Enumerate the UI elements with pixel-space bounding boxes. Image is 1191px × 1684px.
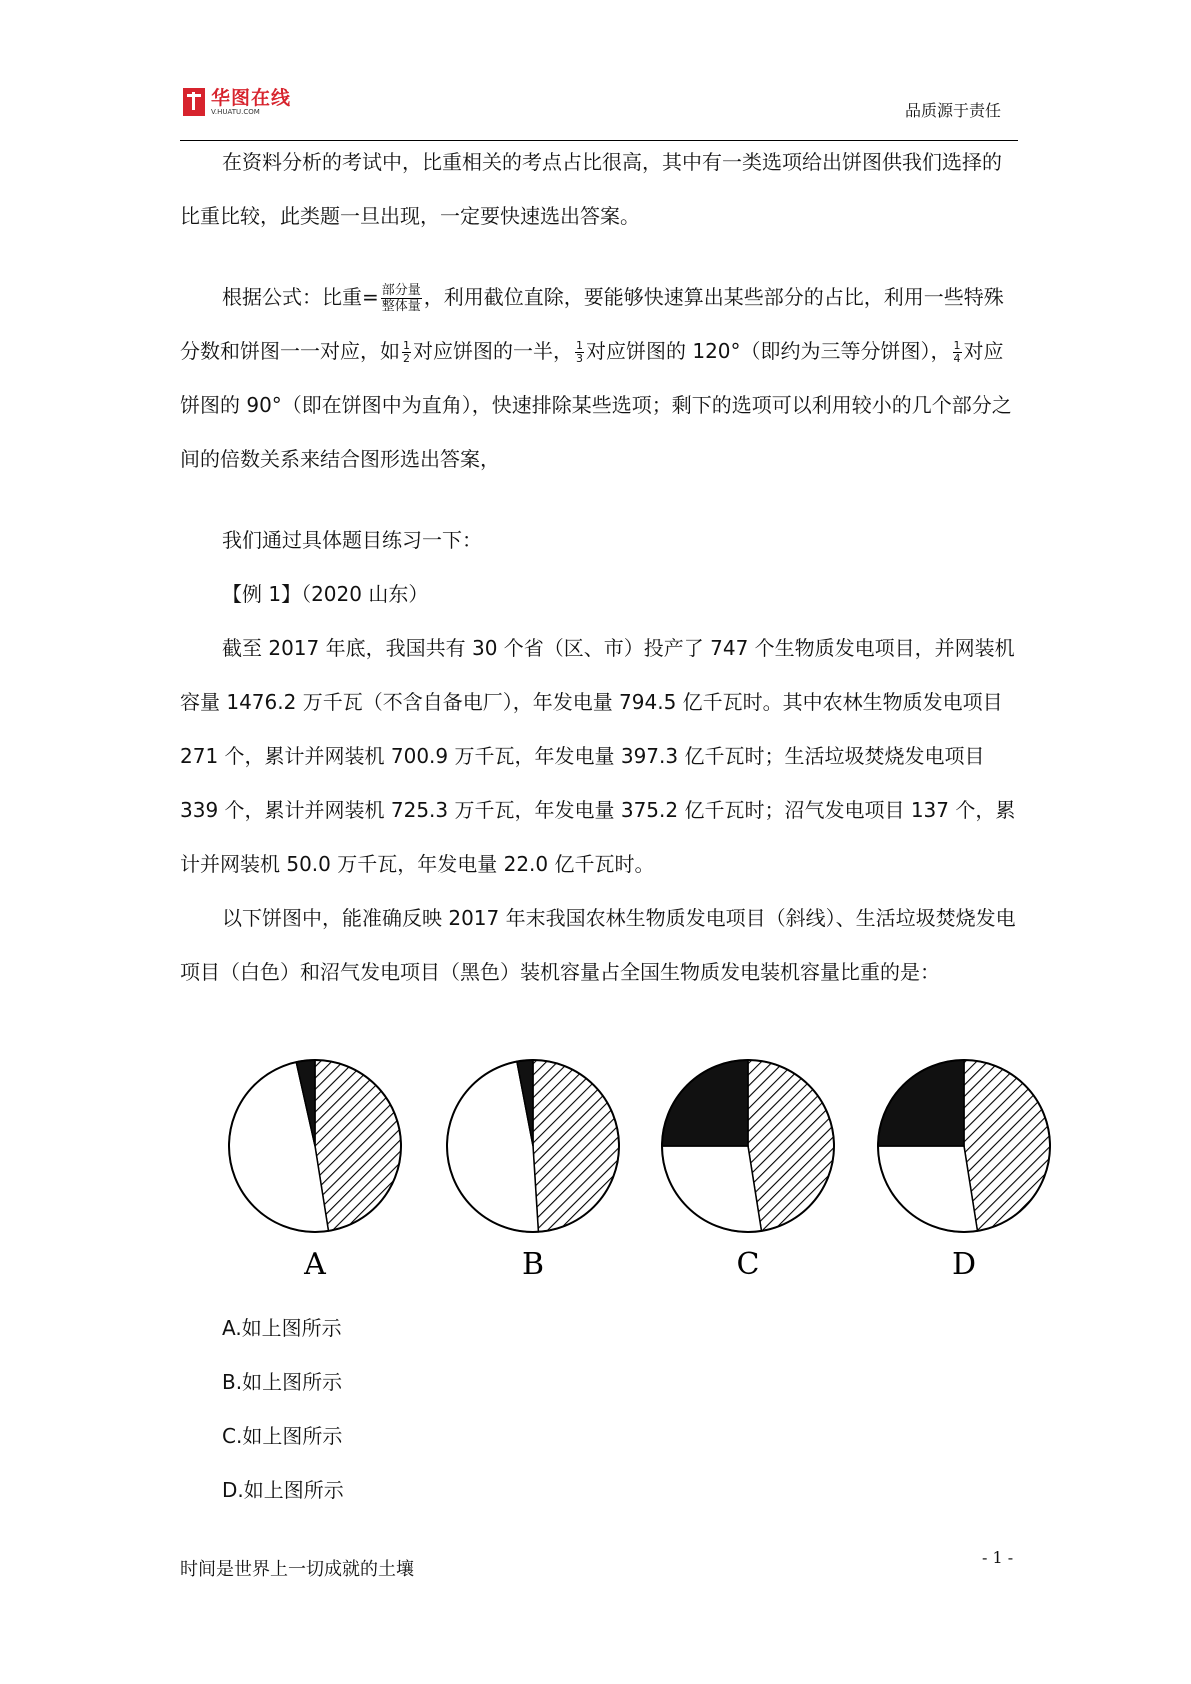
fraction-half: $\frac{1}{2}$ xyxy=(403,339,410,365)
option-c[interactable]: C.如上图所示 xyxy=(222,1424,343,1448)
option-d[interactable]: D.如上图所示 xyxy=(222,1478,344,1502)
logo-name: 华图在线 xyxy=(211,86,292,109)
fraction-quarter: $\frac{1}{4}$ xyxy=(953,339,961,365)
question-paragraph-2: 以下饼图中，能准确反映 2017 年末我国农林生物质发电项目（斜线）、生活垃圾焚烧发电项目（白色）和沼气发电项目（黑色）装机容量占全国生物质发电装机容量比重的是： xyxy=(180,906,1016,984)
page-number: - 1 - xyxy=(982,1548,1014,1567)
pie-d-label: D xyxy=(951,1247,977,1282)
question-paragraph-1: 截至 2017 年底，我国共有 30 个省（区、市）投产了 747 个生物质发电项目，并网装机容量 1476.2 万千瓦（不含自备电厂），年发电量 794.5 亿千瓦时。其中农林生物质发电项目 271 个，累计并网装机 700.9 万千瓦，年发电量 397.3 亿千瓦时；生活垃圾焚烧发电项目 339 个，累计并网装机 725.3 万千瓦，年发电量 375.2 亿千瓦时；沼气发电项目 137 个，累计并网装机 50.0 万千瓦，年发电量 22.0 亿千瓦时。 xyxy=(180,636,1016,876)
fraction-third: $\frac{1}{3}$ xyxy=(576,339,583,365)
option-a[interactable]: A.如上图所示 xyxy=(222,1316,342,1340)
pie-d-hatch-slice xyxy=(964,1060,1050,1231)
pie-d-black-slice xyxy=(878,1060,964,1146)
pie-c-hatch-slice xyxy=(748,1060,834,1231)
pie-c-label: C xyxy=(736,1247,760,1282)
logo xyxy=(183,84,323,120)
pie-a-label: A xyxy=(304,1247,326,1282)
intro-paragraph-1: 在资料分析的考试中，比重相关的考点占比很高，其中有一类选项给出饼图供我们选择的比重比较，此类题一旦出现，一定要快速选出答案。 xyxy=(180,150,1002,228)
formula-fraction: $\frac{\text{部分量}}{\text{整体量}}$ xyxy=(381,283,421,314)
example-heading: 【例 1】（2020 山东） xyxy=(222,582,429,606)
footer-motto: 时间是世界上一切成就的土壤 xyxy=(180,1559,414,1580)
pie-c-black-slice xyxy=(662,1060,748,1146)
header-slogan: 品质源于责任 xyxy=(904,101,1001,120)
intro-paragraph-3: 我们通过具体题目练习一下： xyxy=(222,528,482,552)
pie-chart-figure xyxy=(220,1048,1060,1288)
pie-b-label: B xyxy=(521,1247,545,1282)
intro-paragraph-2: 根据公式：比重= $\frac{\text{部分量}}{\text{整体量}}$ ，利用截位直除，要能够快速算出某些部分的占比，利用一些特殊分数和饼图一一对应，如 $\frac{1}{2}$ 对应饼图的一半， $\frac{1}{3}$ 对应饼图的 120°（即约为三等分饼图）， $\frac{1}{4}$ 对应饼图的 90°（即在饼图中为直角），快速排除某些选项；剩下的选项可以利用较小的几个部分之间的倍数关系来结合图形选出答案， xyxy=(180,283,1012,471)
logo-icon xyxy=(183,88,205,116)
pie-a-hatch-slice xyxy=(315,1060,401,1231)
pie-b-hatch-slice xyxy=(533,1060,619,1232)
pie-d-white-slice xyxy=(878,1146,977,1232)
pie-c-white-slice xyxy=(662,1146,761,1232)
logo-url: V.HUATU.COM xyxy=(211,107,260,116)
option-b[interactable]: B.如上图所示 xyxy=(222,1370,343,1394)
